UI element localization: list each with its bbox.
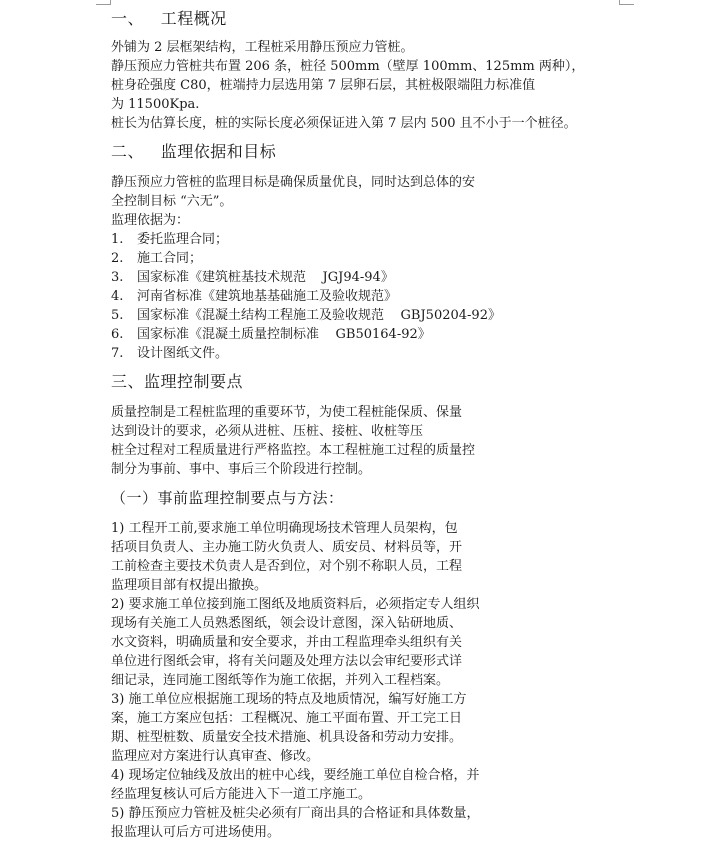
basis-list-item [111,325,711,344]
list-text: 设计图纸文件。 [137,346,229,361]
section-heading-basis: 二、 监理依据和目标 [111,142,277,161]
paragraph-line: 现场有关施工人员熟悉图纸，领会设计意图，深入钻研地质、 [111,616,463,631]
list-text: 国家标准《混凝土质量控制标准 GB50164-92》 [137,327,431,342]
paragraph-line: 质量控制是工程桩监理的重要环节，为使工程桩能保质、保量 [111,405,463,420]
page-corner-mark-left [96,0,111,5]
paragraph-line: 4) 现场定位轴线及放出的桩中心线，要经施工单位自检合格，并 [111,768,480,783]
section-heading-overview: 一、 工程概况 [111,9,227,28]
list-text: 国家标准《混凝土结构工程施工及验收规范 GBJ50204-92》 [137,308,501,323]
basis-list-item [111,287,711,306]
paragraph-line: 达到设计的要求，必须从进桩、压桩、接桩、收桩等压 [111,424,424,439]
paragraph-line: 1) 工程开工前,要求施工单位明确现场技术管理人员架构，包 [111,521,458,536]
list-number: 7. [111,346,124,361]
section-heading-control-points: 三、监理控制要点 [111,372,244,391]
paragraph-line: 桩长为估算长度，桩的实际长度必须保证进入第 7 层内 500 且不小于一个桩径。 [111,116,577,131]
list-number: 4. [111,289,124,304]
paragraph-line: 桩身砼强度 C80，桩端持力层选用第 7 层卵石层，其桩极限端阻力标准值 [111,78,536,93]
paragraph-line: 全控制目标 “六无”。 [111,194,233,209]
basis-list-item [111,306,711,325]
paragraph-line: 括项目负责人、主办施工防火负责人、质安员、材料员等，开 [111,540,463,555]
paragraph-line: 单位进行图纸会审，将有关问题及处理方法以会审纪要形式详 [111,654,463,669]
paragraph-line: 细记录，连同施工图纸等作为施工依据，并列入工程档案。 [111,673,450,688]
list-text: 委托监理合同； [137,232,229,247]
paragraph-line: 5) 静压预应力管桩及桩尖必须有厂商出具的合格证和具体数量， [111,806,480,821]
paragraph-line: 期、桩型桩数、质量安全技术措施、机具设备和劳动力安排。 [111,730,463,745]
paragraph-line: 3) 施工单位应根据施工现场的特点及地质情况，编写好施工方 [111,692,467,707]
list-number: 2. [111,251,124,266]
list-number: 1. [111,232,124,247]
paragraph-line: 监理应对方案进行认真审查、修改。 [111,749,320,764]
basis-list-item [111,230,711,249]
document-page [111,8,711,842]
paragraph-line: 制分为事前、事中、事后三个阶段进行控制。 [111,462,372,477]
paragraph-line: 静压预应力管桩的监理目标是确保质量优良，同时达到总体的安 [111,175,476,190]
paragraph-line: 报监理认可后方可进场使用。 [111,825,281,840]
list-number: 6. [111,327,124,342]
paragraph-line: 2) 要求施工单位接到施工图纸及地质资料后，必须指定专人组织 [111,597,480,612]
basis-list-item [111,268,711,287]
paragraph-line: 工前检查主要技术负责人是否到位，对个别不称职人员，工程 [111,559,463,574]
list-text: 河南省标准《建筑地基基础施工及验收规范》 [137,289,398,304]
basis-list-item [111,249,711,268]
list-text: 国家标准《建筑桩基技术规范 JGJ94-94》 [137,270,394,285]
paragraph-line: 案，施工方案应包括：工程概况、施工平面布置、开工完工日 [111,711,463,726]
page-corner-mark-right [619,0,634,5]
subsection-heading-pre-control: （一）事前监理控制要点与方法： [111,489,344,507]
list-number: 5. [111,308,124,323]
paragraph-line: 经监理复核认可后方能进入下一道工序施工。 [111,787,372,802]
paragraph-line: 桩全过程对工程质量进行严格监控。本工程桩施工过程的质量控 [111,443,476,458]
list-text: 施工合同； [137,251,203,266]
basis-list-item [111,344,711,363]
list-number: 3. [111,270,124,285]
paragraph-line: 监理依据为： [111,213,190,228]
paragraph-line: 水文资料，明确质量和安全要求，并由工程监理牵头组织有关 [111,635,463,650]
paragraph-line: 为 11500Kpa. [111,97,200,112]
paragraph-line: 监理项目部有权提出撤换。 [111,578,268,593]
paragraph-line: 静压预应力管桩共布置 206 条，桩径 500mm（壁厚 100mm、125mm 两种）， [111,59,585,74]
paragraph-line: 外铺为 2 层框架结构，工程桩采用静压预应力管桩。 [111,40,414,55]
